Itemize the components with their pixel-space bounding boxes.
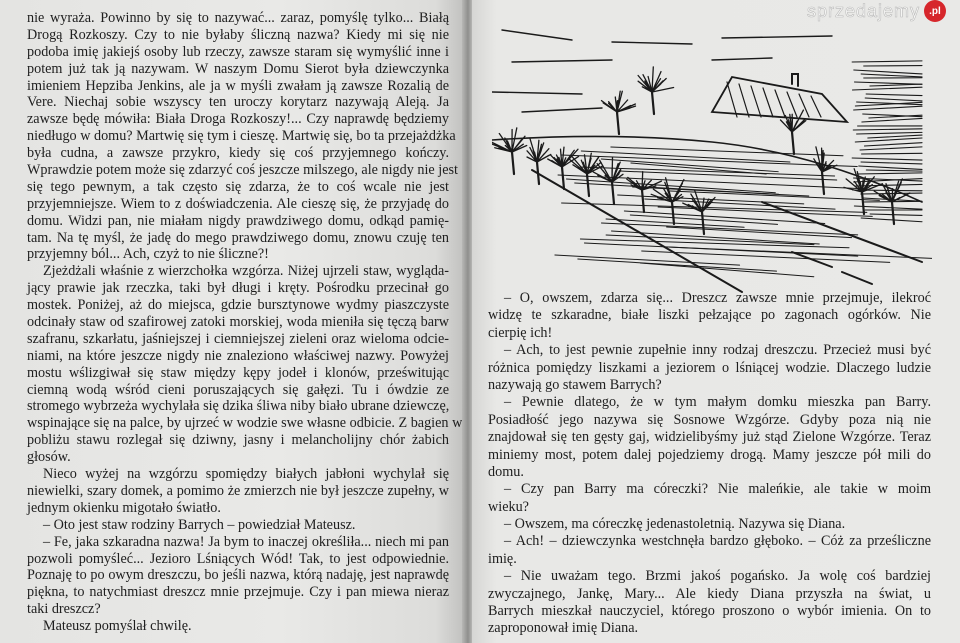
thicket-hatch — [853, 129, 922, 130]
roof-hatch — [811, 96, 821, 117]
text-line: niedługo w domu? Martwię się tym i cieszę. Martwię się, bo ta przejażdżka — [27, 128, 456, 145]
text-line: jący prawie jak rzeczka, taki był długi i kręty. Pośrodku przecinał go — [27, 280, 449, 297]
thicket-hatch — [861, 74, 922, 77]
left-page — [0, 0, 468, 643]
text-line: Zjeżdżali właśnie z wierzchołka wzgórza. Niżej ujrzeli staw, wygląda- — [43, 263, 449, 280]
roof-hatch — [727, 82, 737, 117]
right-page — [472, 0, 960, 643]
roof-hatch — [787, 92, 797, 117]
thicket-hatch — [854, 106, 922, 110]
thicket-hatch — [855, 138, 922, 142]
text-line: – Oto jest staw rodziny Barrych – powiedział Mateusz. — [43, 516, 356, 533]
text-line: – Owszem, ma córeczkę jedenastoletnią. Nazywa się Diana. — [504, 516, 846, 533]
text-line: ciemną wodą wśród cieni poruszających się gałęzi. Tu i ówdzie ze — [27, 381, 449, 398]
tree-trunk — [562, 167, 564, 189]
text-line: jednym okienku migotało światło. — [27, 499, 221, 516]
hill-hatch — [601, 159, 778, 172]
thicket-hatch — [852, 61, 922, 62]
roof-hatch — [751, 86, 761, 117]
tree-trunk — [792, 132, 794, 154]
hill-hatch — [562, 203, 867, 212]
text-line: – Pewnie dlatego, że w tym małym domku mieszka pan Barry. — [504, 394, 931, 411]
text-line: zawsze będę mówiła: Biała Droga Rozkoszy!... Czy naprawdę będziemy — [27, 111, 449, 128]
text-line: widzę te szkaradne, białe liszki pełzające po zagonach ogórków. Nie — [488, 307, 931, 324]
text-line: Wprawdzie potem może się zdarzyć coś jeszcze milszego, ale nigdy nie jest — [27, 162, 458, 179]
text-line: odcinały staw od szafirowej zatoki morskiej, woda mieniła się tęczą barw — [27, 314, 449, 331]
hill-hatch — [611, 231, 819, 244]
text-line: – Nie uważam tego. Brzmi jakoś pogańsko. Ja wolę coś bardziej — [504, 568, 931, 585]
roof-hatch — [739, 84, 749, 117]
text-line: znajdował się ten gęsty gaj, widzielibyśmy już stąd Zielone Wzgórze. Teraz — [488, 429, 931, 446]
tree-trunk — [537, 162, 539, 184]
text-line: domu. — [488, 463, 524, 480]
text-line: – Ach! – dziewczynka westchnęła bardzo głęboko. – Cóż za prześliczne — [504, 533, 931, 550]
text-line: przyjemny ból... Ach, czyż to nie śliczne?! — [27, 246, 269, 263]
thicket-hatch — [852, 87, 922, 90]
thicket-hatch — [866, 94, 922, 96]
text-line: różnica pomiędzy liszkami a jeziorem o lśniącej wodzie. Dlaczego ludzie — [488, 359, 931, 376]
thicket-hatch — [857, 132, 922, 134]
roof-hatch — [763, 88, 773, 117]
left-page-text — [27, 10, 463, 635]
text-line: mostu wślizgiwał się staw między kępy jodeł i klonów, prześwitując — [27, 364, 449, 381]
thicket-hatch — [866, 170, 922, 171]
thicket-hatch — [861, 162, 922, 164]
thicket-hatch — [870, 84, 922, 86]
text-line: wieku? — [488, 498, 529, 515]
text-line: Poznaję to po owym dreszczu, bo jeśli nazwa, którą nadaję, jest naprawdę — [27, 567, 449, 584]
thicket-hatch — [870, 214, 922, 215]
text-line: potem już tak ją nazywam. W naszym Domu Sierot była dziewczynka — [27, 60, 449, 77]
text-line: stromego wybrzeża wychylała się dzika śliwa niby biało ubrane dziewczę, — [27, 398, 450, 415]
text-line: miniemy most, potem dalej pojedziemy drogą. Mamy jeszcze pół mili do — [488, 446, 931, 463]
text-line: imieniem Hepziba Jenkins, ale ja w myśli zwałam ją zawsze Rozalią de — [27, 77, 449, 94]
watermark — [807, 0, 946, 22]
thicket-hatch — [861, 218, 922, 222]
tree-crown — [593, 157, 623, 182]
sky-stroke — [612, 42, 692, 44]
thicket-hatch — [862, 153, 922, 154]
thicket-hatch — [861, 193, 922, 194]
text-line: – Fe, jaka szkaradna nazwa! Ja bym to inaczej określiła... niech mi pan — [43, 533, 449, 550]
thicket-hatch — [859, 166, 922, 169]
text-line: się tego pewnym, a tak często się zdarza, że to coś wcale nie jest — [27, 178, 449, 195]
text-line: mostek. Poniżej, aż do miejsca, gdzie bursztynowe wydmy piaszczyste — [27, 297, 449, 314]
text-line: – O, owszem, zdarza się... Dreszcz zawsze mnie przejmuje, ilekroć — [504, 290, 931, 306]
text-line: imię. — [488, 550, 517, 567]
text-line: wspinające się na palce, by ujrzeć w wodzie swe własne odbicie. Z bagien w — [27, 415, 463, 432]
tree-crown — [651, 178, 684, 202]
tree-crown — [548, 147, 579, 167]
text-line: piękna, to natychmiast dreszcz mnie przejmuje. Czy i pan miewa nieraz — [27, 584, 449, 601]
tree-crown — [638, 67, 674, 92]
sky-stroke — [722, 36, 832, 38]
thicket-hatch — [865, 98, 922, 101]
tree-trunk — [587, 174, 589, 196]
tree-trunk — [617, 112, 619, 134]
text-line: zwyczajnego, Jankę, Mary... Ale kiedy Diana przyszła na świat, u — [488, 585, 931, 602]
text-line: Posiadłość jego nazywa się Sosnowe Wzgórze. Gdyby poza nią nie — [488, 411, 931, 428]
text-line: niewielki, szary domek, a pomimo że zmierzch nie był jeszcze zupełny, w — [27, 482, 449, 499]
right-page-text — [488, 290, 931, 638]
hill-hatch — [578, 259, 777, 271]
text-line: szafranu, szkarłatu, jaśniejszej i ciemniejszej zieleni oraz wieloma odcie- — [27, 330, 449, 347]
text-line: – Czy pan Barry ma córeczki? Nie maleńkie, ale takie w moim — [504, 481, 931, 498]
chimney — [792, 74, 798, 86]
text-line: Vere. Niechaj sobie wszyscy ten uroczy korytarz nazywają Aleją. Ja — [27, 94, 449, 111]
tree-trunk — [512, 152, 514, 174]
tree-trunk — [702, 212, 704, 234]
text-line: tam. Na tę myśl, że jadę do mego prawdziwego domu, znowu czuję ten — [27, 229, 449, 246]
sky-stroke — [712, 58, 772, 60]
thicket-hatch — [868, 135, 922, 138]
watermark-text: sprzedajemy — [806, 0, 920, 21]
sky-stroke — [512, 60, 612, 62]
text-line: pozwoli pomyśleć... Jezioro Lśniących Wód! Tak, to jest odpowiednie. — [27, 550, 449, 567]
thicket-hatch — [852, 158, 922, 160]
thicket-hatch — [862, 118, 922, 122]
roof-hatch — [799, 94, 809, 117]
tree-crown — [602, 91, 636, 112]
hill-hatch — [633, 187, 809, 196]
text-line: Barrych mieszkał nauczyciel, którego proszono o wybór imienia. On to — [488, 603, 931, 620]
thicket-hatch — [864, 143, 922, 146]
sky-stroke — [502, 30, 572, 40]
thicket-hatch — [854, 70, 922, 74]
text-line: domu. Widzi pan, nie miałam nigdy prawdziwego domu, odkąd pamię- — [27, 212, 449, 229]
house-on-hill-illustration — [492, 22, 932, 294]
sky-stroke — [522, 108, 602, 112]
tree-trunk — [672, 202, 674, 224]
text-line: pobliżu stawu rozlegał się dziwny, jasny i melancholijny chór żabich — [27, 432, 449, 449]
text-line: taki dreszcz? — [27, 601, 101, 618]
text-line: zaproponował imię Diana. — [488, 620, 639, 637]
hill-hatch — [640, 263, 813, 277]
text-line: była cudna, a zawsze przykro, kiedy się coś przyjemnego kończy. — [27, 145, 449, 162]
watermark-badge: .pl — [924, 0, 946, 22]
tree-crown — [527, 139, 551, 162]
text-line: Nieco wyżej na wzgórzu spomiędzy białych jabłoni wychylał się — [43, 466, 449, 483]
text-line: nazywają go stawem Barrych? — [488, 376, 662, 393]
text-line: cierpię ich! — [488, 324, 553, 341]
tree-trunk — [862, 192, 864, 214]
thicket-hatch — [860, 147, 922, 150]
text-line: nie wyraża. Powinno by się to nazywać... zaraz, pomyślę tylko... Białą — [27, 10, 449, 26]
text-line: Mateusz pomyślał chwilę. — [43, 618, 192, 635]
text-line: przyjemniejsze. Wiem to z doświadczenia. Ale cieszę się, że przyjadę do — [27, 195, 449, 212]
text-line: Drogą Rozkoszy. Czy to nie byłaby śliczną nazwa? Kiedy mi się nie — [27, 26, 449, 43]
text-line: niami, na które jeszcze nigdy nie znaleziono właściwej nazwy. Powyżej — [27, 347, 449, 364]
tree-trunk — [892, 202, 894, 224]
text-line: podoba imię jakiejś osoby lub rzeczy, zawsze staram się wymyślić inne i — [27, 43, 449, 60]
text-line: głosów. — [27, 449, 71, 466]
sky-stroke — [492, 92, 582, 94]
text-line: – Ach, to jest pewnie zupełnie inny rodzaj dreszczu. Przecież musi być — [504, 342, 931, 359]
roof-hatch — [775, 90, 785, 117]
road-dash — [792, 252, 872, 284]
tree-trunk — [652, 92, 654, 114]
tree-trunk — [642, 190, 644, 212]
thicket-hatch — [857, 173, 922, 174]
hill-hatch — [642, 251, 890, 262]
